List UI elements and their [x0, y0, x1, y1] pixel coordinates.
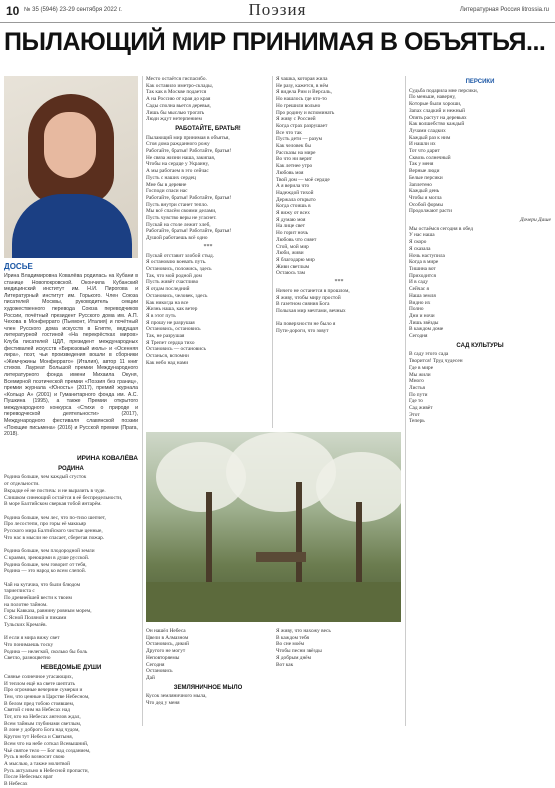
- verse-line: Родина больше, чем говорит от тебя,: [4, 561, 87, 568]
- verse-line: И нашли их: [409, 141, 436, 148]
- verse-line: Белые персики: [409, 174, 443, 181]
- verse-line: Я живу с Россией: [276, 116, 316, 123]
- verse-line: А на Россию от края до края: [146, 96, 211, 103]
- verse-line: Во что ни верит: [276, 156, 312, 163]
- author-photo: [4, 76, 138, 258]
- verse-line: Остановись, дикий: [146, 641, 189, 648]
- poem-body-nichego: [276, 288, 402, 335]
- verse-line: Про родину и вспоминать: [276, 109, 335, 116]
- column-3-bottom: [276, 628, 402, 668]
- verse-line: Я Трепет сердца тихо: [146, 339, 195, 346]
- verse-line: Про огромные вечерние сумерки и: [4, 687, 83, 694]
- column-3: [276, 76, 402, 335]
- verse-line: Этот: [409, 411, 420, 418]
- poem-body-nevedomye-dushi: [4, 674, 138, 788]
- verse-line: Мы всё спасём своими делами,: [146, 208, 217, 215]
- verse-line: Все что так: [276, 129, 302, 136]
- verse-line: Приходится: [409, 272, 436, 279]
- verse-line: Особой формы: [409, 201, 443, 208]
- verse-line: А мы работаем в это сейчас: [146, 168, 209, 175]
- verse-line: Надеждой тихой: [276, 189, 314, 196]
- verse-line: Видно их: [409, 299, 431, 306]
- verse-line: Сегодня: [146, 661, 165, 668]
- verse-line: Ничего не останется в прошлом,: [276, 287, 350, 294]
- verse-line: Другого не могут: [146, 648, 186, 655]
- poem-body-zhivu: [276, 628, 402, 668]
- verse-line: Как оставило иметро-склады,: [146, 82, 213, 89]
- publication-name: Литературная Россия litrossia.ru: [459, 7, 549, 13]
- verse-line: Работайте, братья! Работайте, братья!: [146, 148, 232, 155]
- garden-photo: [146, 432, 401, 622]
- verse-line: Остаюсь там: [276, 270, 306, 277]
- verse-line: от отдельности.: [4, 481, 40, 488]
- verse-line: [276, 315, 402, 322]
- verse-line: В Небесах: [4, 781, 28, 788]
- verse-line: Теперь: [409, 418, 425, 425]
- verse-line: Я в этот путь: [146, 312, 176, 319]
- verse-line: Пусть дети — разум: [276, 136, 322, 143]
- verse-line: Остановись, положись, здесь: [146, 265, 212, 272]
- verse-line: Не разу, кажется, в нём: [276, 82, 329, 89]
- verse-line: Листья: [409, 384, 425, 391]
- verse-line: Тем, что ценные в Царстве Небесном,: [4, 693, 90, 700]
- verse-line: Тишина вот: [409, 265, 436, 272]
- verse-line: Мы жили: [409, 371, 431, 378]
- verse-line: Вот как: [276, 661, 294, 668]
- verse-line: Когда стоишь в: [276, 203, 311, 210]
- verse-line: Я живу, что нахожу весь: [276, 628, 331, 634]
- verse-line: Чтобы песни звёзды: [276, 648, 322, 655]
- poem-title-rodina: РОДИНА: [58, 465, 84, 472]
- verse-line: Тот что дарит: [409, 148, 440, 155]
- verse-line: С Ясной Поляной и пиками: [4, 615, 67, 622]
- verse-line: Которые были хороши,: [409, 101, 462, 108]
- verse-line: Про лесостепи, про горы её маккьяр: [4, 521, 87, 528]
- verse-line: Остановись — остановись: [146, 346, 206, 353]
- verse-line: Душой работаешь всё одно: [146, 235, 208, 242]
- verse-line: [4, 575, 138, 582]
- verse-line: Сегодня: [409, 333, 428, 340]
- verse-line: Родина больше, чем плодородной земли: [4, 548, 95, 555]
- verse-line: Чтобы на сердце у Украину,: [146, 161, 209, 168]
- verse-line: Сады сполна вьется деревья,: [146, 102, 211, 109]
- verse-line: И теплом ещё на свете шептать: [4, 680, 75, 687]
- verse-line: Я благодарю мир: [276, 256, 315, 263]
- verse-line: В море Балтийском сверкая тобой янтарём.: [4, 501, 102, 508]
- verse-line: Каждый день: [409, 188, 440, 195]
- verse-line: Сиянье солнечное угасающих,: [4, 673, 74, 680]
- verse-line: Пускай на столе лежит хлеб,: [146, 221, 211, 228]
- verse-line: В газетном сияния Бога: [276, 301, 330, 308]
- verse-line: Родина больше, чем лес, что по-тихо шепчет,: [4, 514, 106, 521]
- verse-line: Сейчас я: [409, 286, 429, 293]
- verse-line: В лоне у доброго Бога над чудом,: [4, 727, 80, 734]
- verse-line: Полно: [409, 306, 424, 313]
- verse-line: Пусть живёт счастливо: [146, 279, 199, 286]
- verse-line: Родина больше, чем каждый сгусток: [4, 474, 87, 481]
- verse-line: Чай на кутачиа, что были блюдом: [4, 581, 81, 588]
- verse-line: На лице свет: [276, 223, 305, 230]
- verse-line: Не связа жизни наша, закипая,: [146, 154, 216, 161]
- verse-line: Я вижу от всех: [276, 210, 310, 217]
- verse-line: И в саду: [409, 279, 429, 286]
- verse-line: Что понимаешь тоску: [4, 641, 54, 648]
- verse-line: Пути-дороги, что зовут: [276, 328, 329, 335]
- poem-body-obed: [409, 226, 551, 340]
- verse-line: Так, что мой родной дом: [146, 272, 202, 279]
- verse-line: Пусть чувство веры не угаснет.: [146, 215, 217, 222]
- verse-line: Продолжают расти: [409, 208, 452, 215]
- verse-line: Когда в мире: [409, 259, 439, 266]
- verse-line: Я думаю моя: [276, 216, 306, 223]
- poem-separator: ***: [334, 279, 344, 286]
- verse-line: [4, 629, 138, 636]
- verse-line: Я добрым днём: [276, 654, 312, 661]
- poem-body-alt: [146, 628, 270, 682]
- column-2-bottom: [146, 628, 270, 707]
- verse-line: Я видела Рим и Версаль,: [276, 89, 332, 96]
- verse-line: Но горит ночь: [276, 230, 309, 237]
- verse-line: Во сне моём: [276, 641, 305, 648]
- verse-line: тариеглиста с: [4, 588, 35, 595]
- verse-line: Я сказала: [409, 245, 431, 252]
- verse-line: Чьё святое тело — Бог над созданием,: [4, 747, 91, 754]
- verse-line: Но нашлось где кто-то: [276, 96, 327, 103]
- verse-line: Остановись, остановись: [146, 326, 201, 333]
- verse-line: Кусок земляничного мыла,: [146, 693, 207, 700]
- header-bar: [0, 0, 555, 23]
- verse-line: Тульских Кремлёв.: [4, 621, 47, 628]
- verse-line: Как волшебство каждый: [409, 121, 465, 128]
- verse-line: Жизнь наша, как ветер: [146, 306, 198, 313]
- verse-line: Горы Кавказа, равнину ровным морем,: [4, 608, 92, 615]
- verse-line: Тот, кто на Небесах ангелов ждал,: [4, 714, 81, 721]
- verse-line: С краями, зреющими в душе русской.: [4, 554, 90, 561]
- verse-line: Так как в Москве подается: [146, 89, 207, 96]
- verse-line: Сквозь солнечный: [409, 154, 451, 161]
- verse-line: Рассказы на мире: [276, 149, 316, 156]
- dossier-title: ДОСЬЕ: [4, 262, 33, 271]
- verse-line: Стой, мой мир: [276, 243, 309, 250]
- section-title: Поэзия: [248, 0, 307, 19]
- verse-line: Что нас в мысли не спасает, сберегая пожар.: [4, 534, 105, 541]
- poem-body-ostanovis: [146, 253, 270, 367]
- verse-line: [4, 508, 138, 515]
- poem-body-chashka: [276, 76, 402, 277]
- verse-line: Остановись: [146, 668, 173, 675]
- verse-line: на полотне тайном.: [4, 601, 48, 608]
- verse-line: Наша земля: [409, 292, 436, 299]
- verse-line: Так у меня: [409, 161, 434, 168]
- verse-line: Я остановлю воевать путь.: [146, 259, 207, 266]
- verse-line: Пусть внутри станет тепло.: [146, 201, 209, 208]
- verse-line: В саду этого сада: [409, 351, 449, 358]
- poem-title-nevedomye-dushi: НЕВЕДОМЫЕ ДУШИ: [40, 665, 102, 672]
- poem-title-zemlyanichnoe-mylo: ЗЕМЛЯНИЧНОЕ МЫЛО: [173, 684, 243, 691]
- verse-line: Живи светлым: [276, 263, 310, 270]
- verse-line: Держала открыто: [276, 196, 316, 203]
- verse-line: Пылающий мир принимая в объятья,: [146, 134, 230, 141]
- verse-line: Я чашка, которая жила: [276, 76, 328, 82]
- verse-line: Любовь что сияет: [276, 236, 317, 243]
- verse-line: Много: [409, 378, 424, 385]
- issue-info: № 35 (5946) 23-29 сентября 2022 г.: [24, 7, 122, 13]
- verse-line: Русь актуально в Небесной пропасти,: [4, 767, 89, 774]
- verse-line: Сад живёт: [409, 405, 433, 412]
- verse-line: Люди ждут нетерпением: [146, 116, 202, 123]
- verse-line: В каждом доме: [409, 326, 444, 333]
- verse-line: А я верила что: [276, 183, 310, 190]
- verse-line: Мне бы в деревне: [146, 181, 187, 188]
- verse-line: Кругом тут Небеса и Святыня,: [4, 734, 73, 741]
- verse-line: Работайте, братья! Работайте, братья!: [146, 194, 232, 201]
- verse-line: По древнейшей вести к твоим: [4, 595, 72, 602]
- verse-line: Цвели в Алмазном: [146, 634, 189, 641]
- verse-line: Господи спаси нас: [146, 188, 188, 195]
- verse-line: Судьба подарила мне персики,: [409, 87, 478, 94]
- verse-line: На поверхности не было я: [276, 321, 336, 328]
- verse-line: Всем что на небе соткал Всевышний,: [4, 740, 89, 747]
- verse-line: В каждом тебя: [276, 634, 309, 641]
- verse-line: Лучами сладких: [409, 127, 446, 134]
- column-1: [4, 452, 138, 788]
- poem-body-rodina: [4, 474, 138, 662]
- dossier-box: [4, 259, 138, 438]
- verse-line: Где то: [409, 398, 423, 405]
- poem-body-persiki: [409, 88, 551, 215]
- verse-line: Я отдам последний: [146, 286, 190, 293]
- verse-line: Я живу, чтобы миру простой: [276, 294, 341, 301]
- verse-line: В белом пред тобою стоявшем,: [4, 700, 75, 707]
- verse-line: А мыслью, а также молитвой: [4, 760, 70, 767]
- verse-line: Чтобы я могла: [409, 194, 442, 201]
- verse-line: Люби, живи: [276, 250, 304, 257]
- page-number: 10: [6, 4, 20, 18]
- verse-line: Работайте, братья! Работайте, братья!: [146, 228, 232, 235]
- verse-line: Родина — нелегкой, сколько бы боль: [4, 648, 88, 655]
- verse-line: У нас наша: [409, 232, 435, 239]
- poet-name: ИРИНА КОВАЛЁВА: [76, 455, 138, 462]
- verse-line: Лишь звёзды: [409, 319, 439, 326]
- verse-line: Творится! Труд чудесен: [409, 358, 463, 365]
- column-4: [409, 76, 551, 425]
- verse-line: Остановись, человек, здесь: [146, 292, 208, 299]
- verse-line: Родина — это народ ко всем слепой.: [4, 568, 86, 575]
- verse-line: Дни и ночи: [409, 312, 435, 319]
- verse-line: Лишь бы мыслью трогать: [146, 109, 205, 116]
- verse-line: Каждый раз к ним: [409, 134, 451, 141]
- dossier-text: Ирина Владимировна Ковалёва родилась на Кубани в станице Новопокровской. Окончила Кубанский медицинский институт им. Н.И. Пирогова и Литературный институт им. Горького. Член Союза писателей Москвы, руководитель секции художественного перевода Союза переводчиков России, почётный президент Русского дома им. А.П. Чехова в Монферрато (Пьемонт, Италия) и почётный член Русского дома искусств в Египте, ведущая литературной гостиной «На перекрёстках миров» Клуба писателей ЦДЛ, президент международных фестивалей искусств «Бирюзовый июль» и «Осенняя лира», поэт, чьи произведения вошли в сборники «Жемчужины Монферрато» (Италия), автор 11 книг стихов. Лауреат Большой премии Международного литературного фонда имени Михаила Окуня, Всемирной поэтической премии «Поэзия без границ», премии журнала «Юность» (2017), премий журнала «Кольцо А» (2001) и Гуманитарного фонда им. А.С. Пушкина (1995), а также Премии открытого международного конкурса «Стихи о природе и переводческой деятельности» (2017), Международного фестиваля славянской поэзии «Поющие письмена» (2016) и Русской премии (Прага, 2018).: [4, 273, 138, 438]
- verse-line: По меньше, наверну,: [409, 94, 456, 101]
- poem-body-rabotayte-bratya: [146, 135, 270, 242]
- column-2: [146, 76, 270, 367]
- poem-title-sad-kultury: САД КУЛЬТУРЫ: [456, 342, 504, 349]
- verse-line: Мы остаёмся сегодня в обед: [409, 225, 473, 232]
- verse-line: Полыхая мир мечтами, вечных: [276, 307, 346, 314]
- verse-line: Я прошу не разрушая: [146, 319, 195, 326]
- verse-line: После Небесных врат: [4, 774, 53, 781]
- verse-line: Так, не разрушая: [146, 333, 185, 340]
- verse-line: Стоя дома ражданного рожу: [146, 141, 210, 148]
- verse-line: Вкрадце её не постичь: и не выразить в чуде.: [4, 487, 106, 494]
- verse-line: Я скоро: [409, 239, 427, 246]
- verse-line: Останься, вспомни: [146, 353, 189, 360]
- verse-line: Пускай отставит злобой стыд.: [146, 252, 214, 259]
- verse-line: Как человек бы: [276, 143, 311, 150]
- verse-line: Что дед у меня: [146, 700, 180, 707]
- verse-line: Место остаётся гиспасибо.: [146, 76, 207, 82]
- verse-line: Когда страх разрушает: [276, 122, 328, 129]
- verse-line: [4, 541, 138, 548]
- dedication: Дочери Даше: [520, 217, 551, 224]
- verse-line: И если я мира вижу свет: [4, 635, 60, 642]
- verse-line: Он нашёл Небеса: [146, 628, 186, 634]
- verse-line: Любовь моя: [276, 169, 304, 176]
- verse-line: Русского мира Балтийского чистые ценные,: [4, 528, 103, 535]
- verse-line: Как летнее утро: [276, 163, 313, 170]
- poem-title-rabotayte-bratya: РАБОТАЙТЕ, БРАТЬЯ!: [175, 125, 241, 132]
- verse-line: Светло, разноцветно: [4, 655, 51, 662]
- verse-line: Ночь наступила: [409, 252, 445, 259]
- verse-line: По пути: [409, 391, 428, 398]
- verse-line: Запах сладкий и нежный: [409, 107, 465, 114]
- poem-title-persiki: ПЕРСИКИ: [465, 79, 495, 85]
- page-headline: ПЫЛАЮЩИЙ МИР ПРИНИМАЯ В ОБЪЯТЬЯ...: [4, 28, 546, 56]
- verse-line: Всем тайным глубинами светлым,: [4, 720, 82, 727]
- verse-line: Но грешили вольно: [276, 102, 321, 109]
- verse-line: Где в мире: [409, 364, 434, 371]
- verse-line: Пусть с наших сердец: [146, 174, 196, 181]
- verse-line: Как небо над нами: [146, 359, 189, 366]
- verse-line: Опять растут на деревьях: [409, 114, 467, 121]
- poem-body-zemlyanichnoe-mylo: [146, 693, 270, 706]
- verse-line: Святой с ним на Небесах над: [4, 707, 70, 714]
- verse-line: Слишком синеющий остаётся в её беспредельности,: [4, 494, 123, 501]
- verse-line: Заплетено: [409, 181, 432, 188]
- poem-separator: ***: [203, 243, 213, 250]
- poem-body-sad-kultury: [409, 351, 551, 425]
- verse-line: Как никогда на все: [146, 299, 189, 306]
- verse-line: Русь в небо возносит свою: [4, 754, 65, 761]
- poem-body-intro: [146, 76, 270, 123]
- verse-line: Неповторяемы: [146, 654, 180, 661]
- verse-line: Дай: [146, 674, 155, 681]
- verse-line: Твой дом — моё сердце: [276, 176, 330, 183]
- verse-line: Верные люди: [409, 168, 440, 175]
